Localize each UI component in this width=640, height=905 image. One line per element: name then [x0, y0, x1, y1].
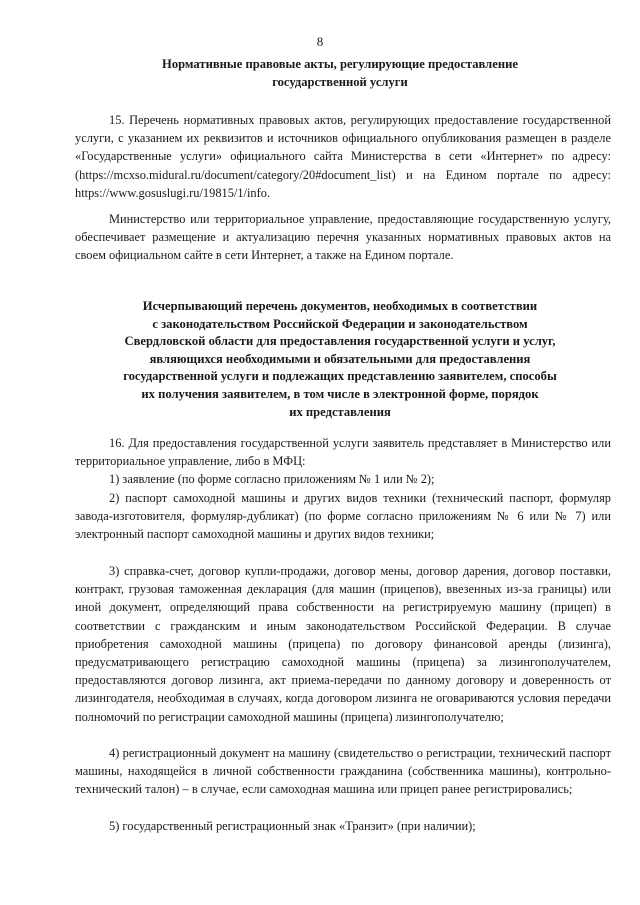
heading-line: государственной услуги и подлежащих представлению заявителем, способы — [123, 369, 557, 384]
paragraph-16: 16. Для предоставления государственной услуги заявитель представляет в Министерство или территориальное управление, либо в МФЦ: — [75, 436, 611, 469]
page-number: 8 — [316, 34, 324, 49]
heading-line: являющихся необходимыми и обязательными для предоставления — [149, 351, 531, 366]
heading-line: их получения заявителем, в том числе в электронной форме, порядок — [141, 386, 539, 401]
heading-line: Исчерпывающий перечень документов, необходимых в соответствии — [142, 299, 538, 313]
heading-line: государственной услуги — [272, 74, 408, 89]
section-1-heading — [70, 56, 610, 91]
list-item-5: 5) государственный регистрационный знак «Транзит» (при наличии); — [109, 819, 476, 833]
list-item-4: 4) регистрационный документ на машину (свидетельство о регистрации, технический паспорт машины, находящейся в личной собственности гражданина (собственника машины), контрольно-технический талон) – в случае, если самоходная машина или прицеп ранее регистрировались; — [75, 746, 611, 797]
list-item-2: 2) паспорт самоходной машины и других видов техники (технический паспорт, формуляр завода-изготовителя, формуляр-дубликат) (по форме согласно приложениям № 6 или № 7) или электронный паспорт самоходной машины и других видов техники; — [75, 491, 611, 542]
list-item-3: 3) справка-счет, договор купли-продажи, договор мены, договор дарения, договор поставки, контракт, грузовая таможенная декларация (для машин (прицепов), ввезенных из-за границы) или иной документ, определяющий права собственности на регистрируемую машину (прицеп) в соответствии с гражданским и иным законодательством Российской Федерации. В случае приобретения самоходной машины (прицепа) по договору финансовой аренды (лизинга), предусматривающего регистрацию самоходной машины (прицепа) за лизингополучателем, предоставляются договор лизинга, акт приема-передачи по данному договору и доверенность от лизингодателя, необходимая в случаях, когда договором лизинга не оговариваются условия передачи полномочий по регистрации самоходной машины (прицепа) лизингополучателю; — [75, 564, 611, 724]
heading-line: с законодательством Российской Федерации и законодательством — [152, 316, 528, 331]
paragraph-ministry: Министерство или территориальное управление, предоставляющие государственную услугу, обеспечивает размещение и актуализацию перечня указанных нормативных правовых актов на своем официальном сайте в сети Интернет, а также на Едином портале. — [75, 212, 611, 263]
heading-line: Нормативные правовые акты, регулирующие предоставление — [162, 57, 518, 71]
paragraph-15: 15. Перечень нормативных правовых актов, регулирующих предоставление государственной услуги, с указанием их реквизитов и источников официального опубликования размещен в разделе «Государственные услуги» официального сайта Министерства в сети «Интернет» по адресу: (https://mcxso.midural.ru/document/category/20#document_list) и на Едином портале по адресу: https://www.gosuslugi.ru/19815/1/info. — [75, 113, 611, 200]
list-item-1: 1) заявление (по форме согласно приложениям № 1 или № 2); — [109, 472, 435, 486]
section-2-heading — [70, 298, 610, 421]
heading-line: их представления — [289, 404, 391, 419]
heading-line: Свердловской области для предоставления государственной услуги и услуг, — [124, 334, 556, 349]
